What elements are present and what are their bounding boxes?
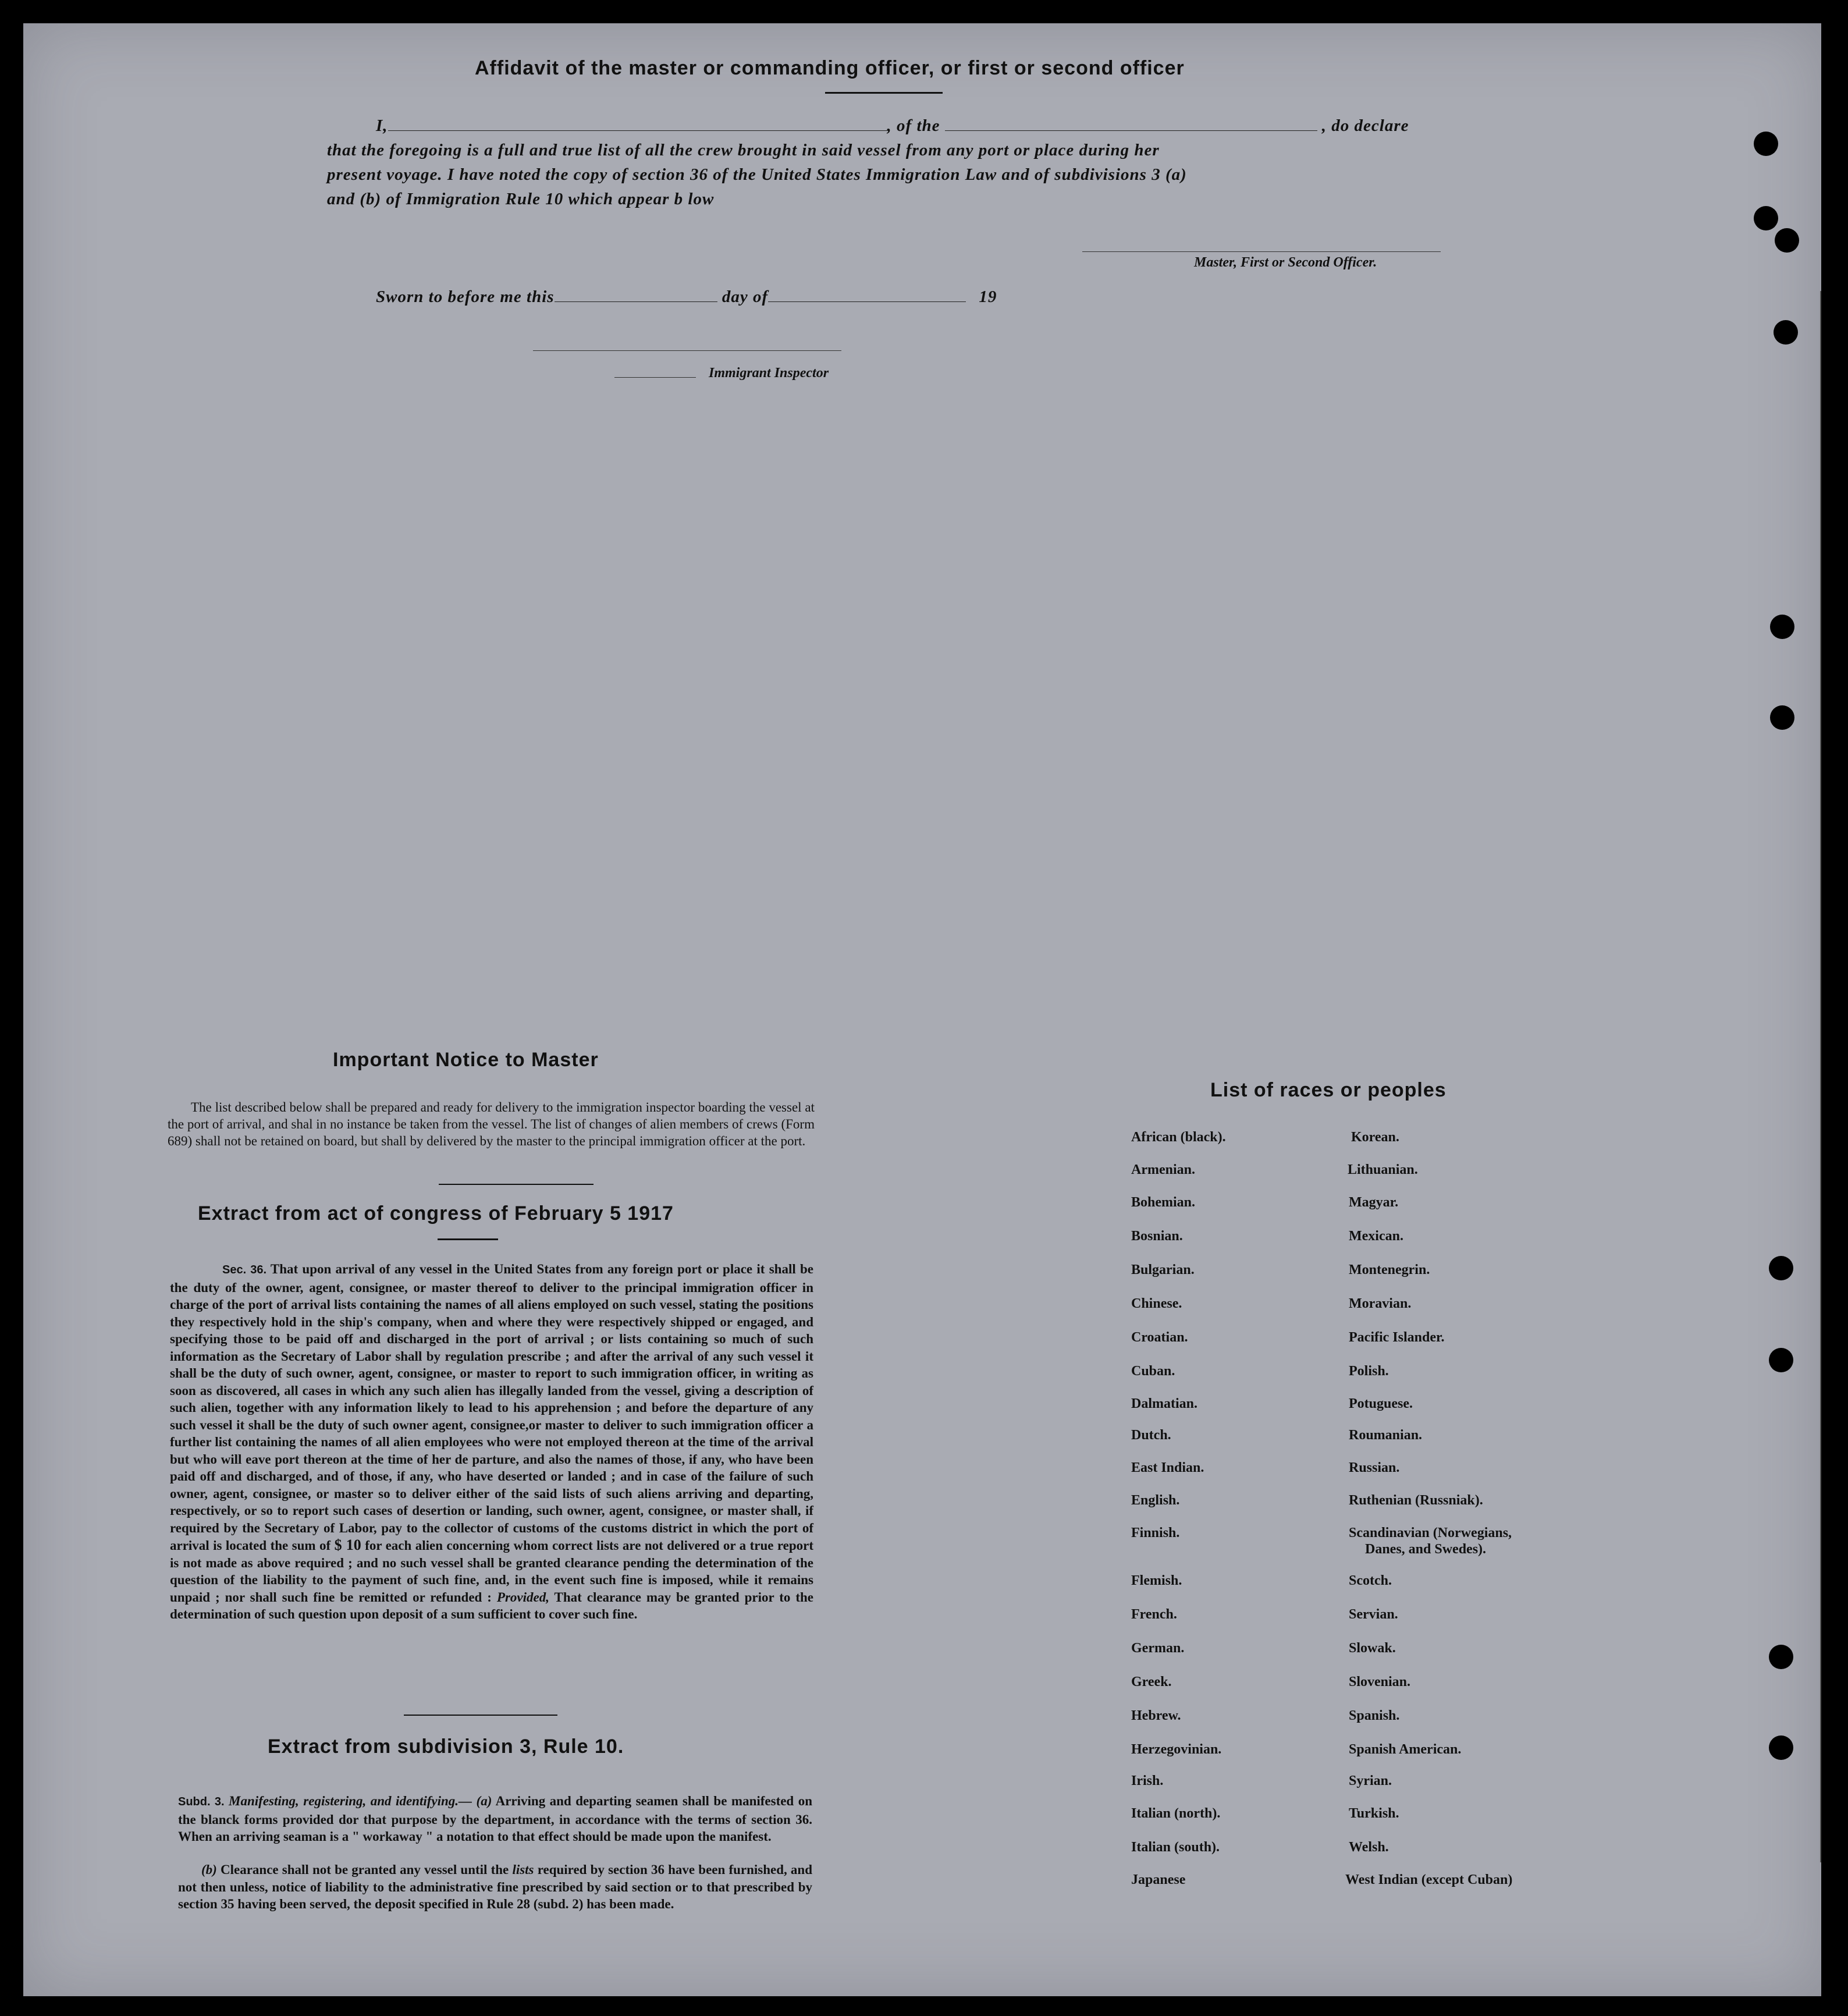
title-underline xyxy=(825,92,943,94)
race-item: Montenegrin. xyxy=(1349,1262,1430,1277)
race-item: Servian. xyxy=(1349,1607,1398,1622)
race-item: Croatian. xyxy=(1131,1330,1188,1345)
subd-a-text: Arriving and departing seamen shall be manifested on the blanck forms provided dor that purpose by the department, in accordance with the terms of section 36. When an arriving seaman is a " workaway " a notation to that effect should be made upon the manifest. xyxy=(178,1794,813,1844)
race-item: Danes, and Swedes). xyxy=(1365,1542,1487,1557)
race-item: Chinese. xyxy=(1131,1296,1182,1311)
sworn-line xyxy=(376,288,997,307)
race-item: Scandinavian (Norwegians, xyxy=(1349,1525,1512,1541)
race-item: Finnish. xyxy=(1131,1525,1180,1541)
race-item: Turkish. xyxy=(1349,1806,1399,1821)
race-item: Polish. xyxy=(1349,1364,1389,1379)
act-underline xyxy=(438,1238,498,1240)
race-item: Bohemian. xyxy=(1131,1195,1196,1210)
subd-b-text-2: required by section 36 have been furnished, and not then unless, notice of liability to the administrative fine prescribed by said section or to that prescribed by section 35 having been served, the deposit specified in Rule 28 (subd. 2) has been made. xyxy=(178,1862,813,1911)
inspector-dash-line xyxy=(614,377,696,378)
name-blank xyxy=(388,130,887,131)
race-item: Dutch. xyxy=(1131,1428,1171,1443)
race-item: Moravian. xyxy=(1349,1296,1412,1311)
rule-subd-b xyxy=(178,1861,812,1913)
race-item: Welsh. xyxy=(1349,1840,1389,1855)
act-text-2: for each alien concerning whom correct lists are not delivered or a true report is not made as above required ; and no such vessel shall be granted clearance pending the determination of the question of the liability to the payment of such fine, and, in the event such fine is imposed, while it remains unpaid ; nor shall such fine be remitted or refunded : xyxy=(170,1538,814,1605)
punch-hole xyxy=(1769,1256,1793,1280)
officer-signature-line xyxy=(1082,251,1441,252)
race-item: Slovenian. xyxy=(1349,1674,1411,1690)
affidavit-line-2: that the foregoing is a full and true list of all the crew brought in said vessel from any port or place during her xyxy=(327,141,1160,159)
race-item: Japanese xyxy=(1131,1872,1186,1887)
section-label: Sec. 36. xyxy=(222,1263,267,1276)
race-item: Bulgarian. xyxy=(1131,1262,1195,1277)
race-item: Italian (north). xyxy=(1131,1806,1221,1821)
notice-rule xyxy=(439,1184,594,1185)
race-item: Mexican. xyxy=(1349,1229,1403,1244)
affidavit-line-4: and (b) of Immigration Rule 10 which appear b low xyxy=(327,190,715,208)
race-item: French. xyxy=(1131,1607,1177,1622)
affidavit-title: Affidavit of the master or commanding officer, or first or second officer xyxy=(475,57,1185,79)
act-rule xyxy=(404,1715,557,1716)
punch-hole xyxy=(1769,1348,1793,1372)
race-item: Slowak. xyxy=(1349,1641,1396,1656)
punch-hole xyxy=(1770,705,1794,730)
punch-hole xyxy=(1775,228,1799,253)
race-item: Hebrew. xyxy=(1131,1708,1181,1723)
rule-title: Extract from subdivision 3, Rule 10. xyxy=(268,1735,624,1758)
race-item: Potuguese. xyxy=(1349,1396,1413,1411)
notice-text: The list described below shall be prepared and ready for delivery to the immigration inspector boarding the vessel at the port of arrival, and shal in no instance be taken from the vessel. The list of changes of alien members of crews (Form 689) shall not be retained on board, but shall by delivered by the master to the principal immigration officer at the port. xyxy=(168,1100,815,1148)
races-title: List of races or peoples xyxy=(1210,1079,1447,1101)
officer-label: Master, First or Second Officer. xyxy=(1194,255,1377,270)
race-item: Cuban. xyxy=(1131,1364,1175,1379)
race-item: English. xyxy=(1131,1493,1180,1508)
act-title: Extract from act of congress of February 5 1917 xyxy=(198,1202,674,1224)
race-item: Dalmatian. xyxy=(1131,1396,1197,1411)
subd-b-label: (b) xyxy=(201,1862,217,1877)
sworn-day-blank xyxy=(555,301,717,302)
race-item: Syrian. xyxy=(1349,1773,1392,1788)
affidavit-line-1 xyxy=(376,116,1409,136)
subd-a-label: (a) xyxy=(476,1794,492,1808)
document-page xyxy=(23,23,1821,1996)
race-item: Spanish American. xyxy=(1349,1742,1462,1757)
race-item: Armenian. xyxy=(1131,1162,1195,1177)
sworn-day: day of xyxy=(722,288,769,306)
race-item: Roumanian. xyxy=(1349,1428,1423,1443)
race-item: West Indian (except Cuban) xyxy=(1345,1872,1513,1887)
affidavit-of-the: , of the xyxy=(887,116,940,135)
rule-subd-a xyxy=(178,1793,812,1845)
race-item: Greek. xyxy=(1131,1674,1172,1690)
provided-word: Provided, xyxy=(496,1589,549,1605)
subd-b-lists: lists xyxy=(512,1862,534,1877)
race-item: Scotch. xyxy=(1349,1573,1392,1588)
race-item: Herzegovinian. xyxy=(1131,1742,1222,1757)
inspector-signature-line xyxy=(533,350,841,351)
race-item: German. xyxy=(1131,1641,1185,1656)
race-item: Lithuanian. xyxy=(1348,1162,1418,1177)
race-item: Bosnian. xyxy=(1131,1229,1183,1244)
affidavit-declare: , do declare xyxy=(1321,116,1409,135)
sworn-prefix: Sworn to before me this xyxy=(376,288,555,306)
race-item: Italian (south). xyxy=(1131,1840,1220,1855)
race-item: Russian. xyxy=(1349,1460,1400,1475)
vessel-blank xyxy=(945,130,1317,131)
punch-hole xyxy=(1769,1735,1793,1760)
race-item: Ruthenian (Russniak). xyxy=(1349,1493,1483,1508)
act-text-3: That clearance may be granted prior to the determination of such question upon deposit of a sum sufficient to cover such fine. xyxy=(170,1589,813,1621)
inspector-label: Immigrant Inspector xyxy=(709,365,829,381)
fine-amount: $ 10 xyxy=(334,1536,361,1553)
affidavit-i: I, xyxy=(376,116,388,135)
race-item: Flemish. xyxy=(1131,1573,1182,1588)
race-item: Irish. xyxy=(1131,1773,1164,1788)
sworn-month-blank xyxy=(768,301,966,302)
race-item: East Indian. xyxy=(1131,1460,1204,1475)
sworn-year: 19 xyxy=(979,288,997,306)
page-edge-line xyxy=(1820,291,1821,1862)
race-item: African (black). xyxy=(1131,1130,1226,1145)
punch-hole xyxy=(1769,1645,1793,1669)
act-section-36 xyxy=(170,1261,813,1623)
punch-hole xyxy=(1754,206,1778,230)
affidavit-line-3: present voyage. I have noted the copy of section 36 of the United States Immigration Law and of subdivisions 3 (a) xyxy=(327,165,1187,184)
subd-b-text-1: Clearance shall not be granted any vessel until the xyxy=(221,1862,509,1877)
race-item: Magyar. xyxy=(1349,1195,1399,1210)
race-item: Spanish. xyxy=(1349,1708,1400,1723)
subd-heading: Manifesting, registering, and identifying.— xyxy=(229,1794,472,1808)
act-text-1: That upon arrival of any vessel in the United States from any foreign port or place it shall be the duty of the owner, agent, consignee, or master thereof to deliver to the principal immigration officer in charge of the port of arrival lists containing the names of all aliens employed on such vessel, stating the positions they respectively hold in the ship's company, when and where they were respectively shipped or engaged, and specifying those to be paid off and discharged in the port of arrival ; or lists containing so much of such information as the Secretary of Labor shall by regulation prescribe ; and after the arrival of any such vessel it shall be the duty of such owner, agent, consignee, or master to report to such immigration officer, in writing as soon as discovered, all cases in which any such alien has illegally landed from the vessel, giving a description of such alien, together with any information likely to lead to his apprehension ; and before the departure of any such vessel it shall be the duty of such owner agent, consignee,or master to deliver to such immigration officer a further list containing the names of all alien employees who were not employed thereon at the time of the arrival but who will eave port thereon at the time of her de parture, and also the names of those, if any, who have been paid off and discharged, and of those, if any, who have deserted or landed ; and in case of the failure of such owner, agent, consignee, or master so to deliver either of the said lists of such aliens arriving and departing, respectively, or so to report such cases of desertion or landing, such owner, agent, consignee, or master shall, if required by the Secretary of Labor, pay to the collector of customs of the customs district in which the port of arrival is located the sum of xyxy=(170,1262,813,1553)
notice-title: Important Notice to Master xyxy=(333,1049,599,1071)
punch-hole xyxy=(1770,615,1794,639)
subd-label: Subd. 3. xyxy=(178,1795,225,1808)
race-item: Pacific Islander. xyxy=(1349,1330,1445,1345)
race-item: Korean. xyxy=(1351,1130,1399,1145)
punch-hole xyxy=(1754,132,1778,156)
punch-hole xyxy=(1774,320,1798,345)
